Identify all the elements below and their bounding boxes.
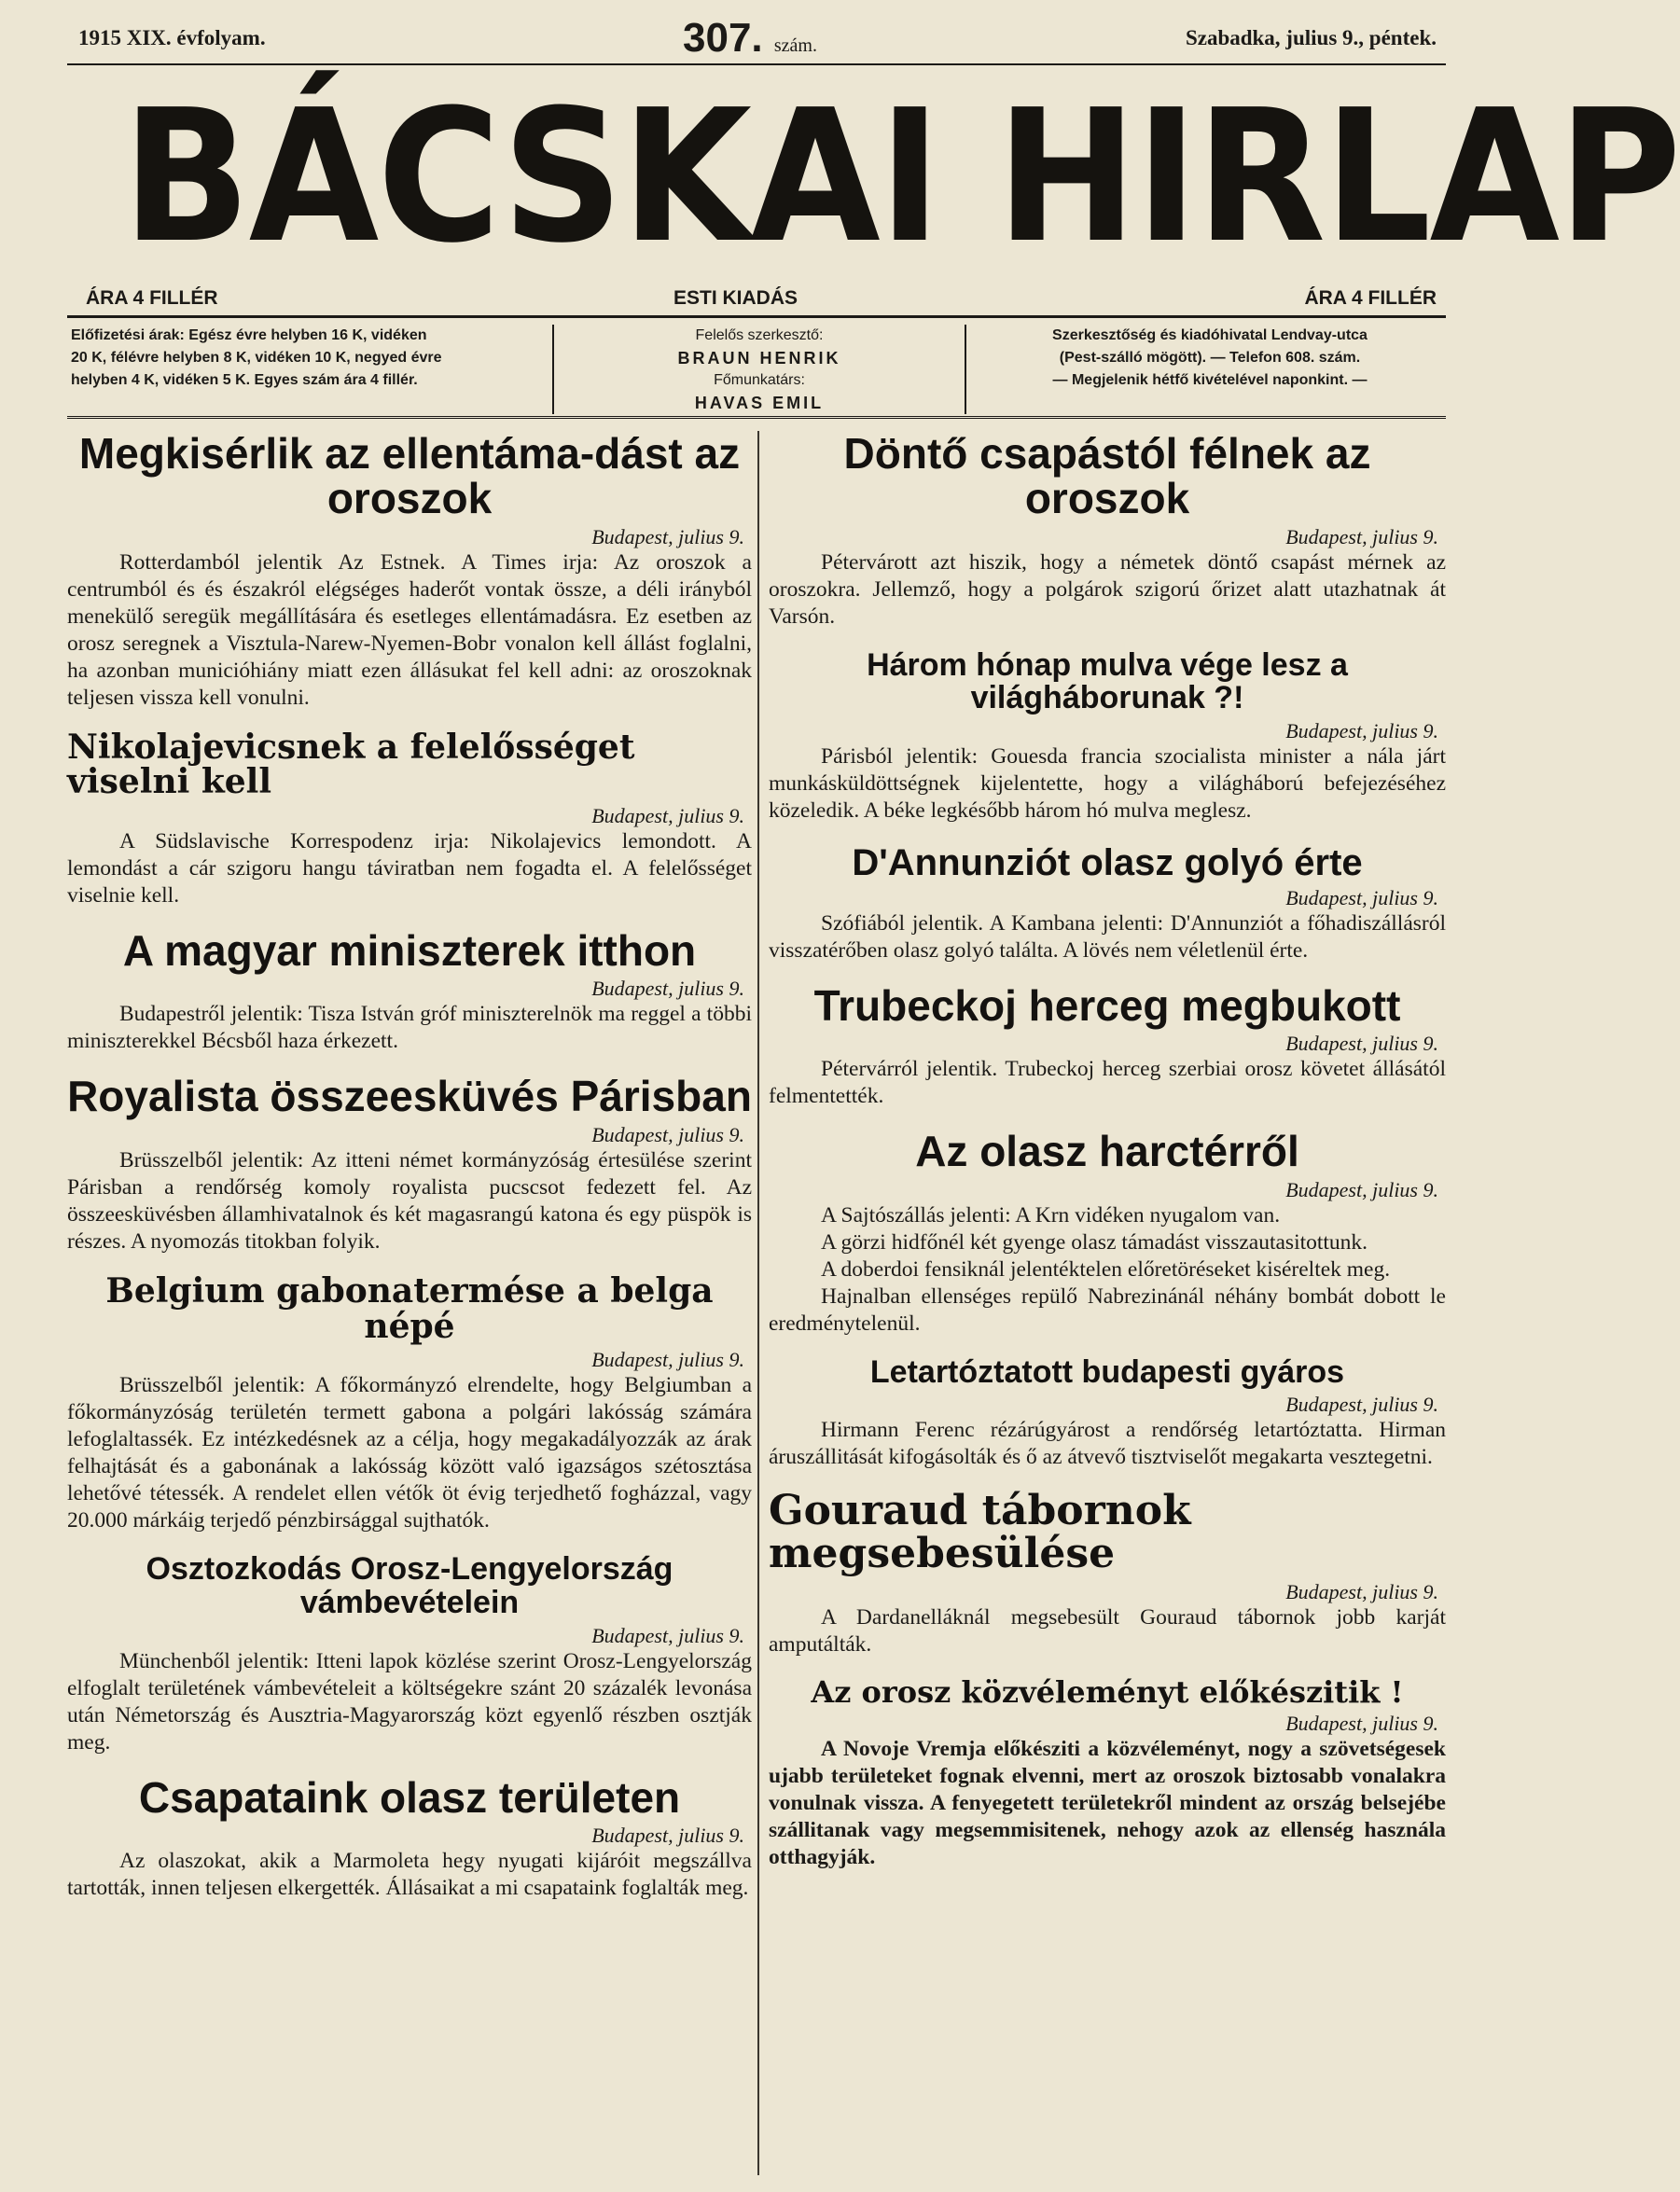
top-line <box>67 15 1446 65</box>
article-dateline: Budapest, julius 9. <box>1285 1579 1438 1603</box>
coworker-name: HAVAS EMIL <box>694 394 825 412</box>
article-dateline: Budapest, julius 9. <box>591 1348 744 1372</box>
article-dateline: Budapest, julius 9. <box>1285 885 1438 909</box>
office-info <box>981 325 1438 392</box>
article <box>67 727 752 910</box>
article-headline: Gouraud tábornok megsebesülése <box>769 1487 1191 1578</box>
editor-name: BRAUN HENRIK <box>677 349 841 368</box>
article-paragraph: A Novoje Vremja előkésziti a közvéleményt, nogy a szövetségesek ujabb területeket fognak elvenni, mert az oroszok biztosabb vonalakra vonulnak vissza. A fenyegetett területekről mindent az ország belsejébe szállitanak vagy megsemmisitenek, nehogy azok az ellenség használa otthagyják. <box>769 1737 1446 1870</box>
article-paragraph: Hajnalban ellenséges repülő Nabrezinánál néhány bombát dobott le eredménytelenül. <box>769 1283 1446 1336</box>
issue-number <box>683 15 817 62</box>
article <box>769 843 1446 964</box>
article-dateline: Budapest, julius 9. <box>1285 1032 1438 1056</box>
article-dateline: Budapest, julius 9. <box>1285 1177 1438 1201</box>
article-headline: Az orosz közvéleményt előkészitik ! <box>811 1673 1404 1710</box>
article-headline: Megkisérlik az ellentáma-dást az oroszok <box>78 429 741 523</box>
info-box <box>67 319 1446 419</box>
article-paragraph: Pétervárott azt hiszik, hogy a németek döntő csapást mérnek az oroszokra. Jellemző, hogy a polgárok szigorú őrizet alatt utazhatnak át Varsón. <box>769 549 1446 629</box>
article-dateline: Budapest, julius 9. <box>591 977 744 1001</box>
office-line: — Megjelenik hétfő kivételével naponkint. — <box>1052 372 1368 388</box>
issue-number-value: 307. <box>683 15 763 61</box>
article-headline: Belgium gabonatermése a belga népé <box>105 1270 714 1346</box>
coworker-label: Főmunkatárs: <box>714 372 805 388</box>
article-dateline: Budapest, julius 9. <box>591 524 744 548</box>
article-headline: Három hónap mulva vége lesz a világháborunak ?! <box>867 646 1348 716</box>
article <box>769 980 1446 1110</box>
right-column <box>769 431 1446 1877</box>
article-headline: Az olasz harctérről <box>915 1127 1299 1176</box>
date-place: Szabadka, julius 9., péntek. <box>1185 26 1437 49</box>
article <box>67 1553 752 1755</box>
edition-label: ESTI KIADÁS <box>673 287 798 309</box>
article-headline: Letartóztatott budapesti gyáros <box>869 1353 1345 1390</box>
article <box>769 431 1446 631</box>
left-column <box>67 431 752 1908</box>
article-headline: D'Annunziót olasz golyó érte <box>852 841 1363 883</box>
article <box>769 1673 1446 1872</box>
article-paragraph: Budapestről jelentik: Tisza István gróf miniszterelnök ma reggel a többi miniszterekkel Bécsből haza érkezett. <box>67 1002 752 1054</box>
article <box>67 1772 752 1902</box>
article-paragraph: A Südslavische Korrespodenz irja: Nikolajevics lemondott. A lemondást a cár szigoru hangu táviratban nem fogadta el. A felelősséget viselnie kell. <box>67 829 752 909</box>
article <box>769 1487 1446 1658</box>
article-paragraph: A görzi hidfőnél két gyenge olasz támadást visszautasitottunk. <box>821 1229 1368 1255</box>
article-paragraph: A doberdoi fensiknál jelentéktelen előretöréseket kiséreltek meg. <box>821 1256 1391 1282</box>
article <box>67 1074 752 1255</box>
article-paragraph: Párisból jelentik: Gouesda francia szocialista minister a nála járt munkásküldöttségnek kijelentette, hogy a világháború befejezéséhez közeledik. A béke legkésőbb három hó mulva meglesz. <box>769 743 1446 823</box>
article <box>67 1270 752 1535</box>
newspaper-title: BÁCSKAI HIRLAP <box>122 71 1680 284</box>
subheader-bar <box>67 285 1446 318</box>
office-line: Szerkesztőség és kiadóhivatal Lendvay-utca <box>1052 327 1368 343</box>
article-paragraph: Pétervárról jelentik. Trubeckoj herceg szerbiai orosz követet állásától felmentették. <box>769 1057 1446 1109</box>
article-paragraph: Rotterdamból jelentik Az Estnek. A Times irja: Az oroszok a centrumból és és északról elégséges haderőt vontak össze, a déli irányból menekülő seregük megállítására és esetleges ellentámadásra. Ez esetben az orosz seregnek a Visztula-Narew-Nyemen-Bobr vonalon kell állást foglalni, ha azonban municióhiány miatt ezen állásukat fel kell adni: az oroszoknak teljesen vissza kell vonulni. <box>67 549 752 710</box>
article-paragraph: Az olaszokat, akik a Marmoleta hegy nyugati kijáróit megszállva tartották, innen teljesen elkergették. Állásaikat a mi csapataink foglalták meg. <box>67 1849 752 1901</box>
article-headline: Nikolajevicsnek a felelősséget viselni kell <box>67 727 635 802</box>
subscription-line: 20 K, félévre helyben 8 K, vidéken 10 K, negyed évre <box>71 350 442 366</box>
office-line: (Pest-szálló mögött). — Telefon 608. szám. <box>1059 350 1361 366</box>
article-headline: Osztozkodás Orosz-Lengyelország vámbevételein <box>146 1551 673 1621</box>
article <box>769 1129 1446 1337</box>
subscription-info <box>71 325 537 392</box>
article-paragraph: Hirmann Ferenc rézárúgyárost a rendőrség letartóztatta. Hirman áruszállitását kifogásolták és ő az átvevő tisztviselőt megakarta vesztegetni. <box>769 1418 1446 1470</box>
subscription-line: helyben 4 K, vidéken 5 K. Egyes szám ára 4 fillér. <box>71 372 418 388</box>
article-dateline: Budapest, julius 9. <box>591 1122 744 1146</box>
column-divider <box>757 431 759 2175</box>
article-dateline: Budapest, julius 9. <box>1285 718 1438 742</box>
article-paragraph: A Dardanelláknál megsebesült Gouraud tábornok jobb karját amputálták. <box>769 1604 1446 1657</box>
price-left: ÁRA 4 FILLÉR <box>86 287 218 309</box>
article-headline: Trubeckoj herceg megbukott <box>813 980 1401 1030</box>
article-paragraph: Brüsszelből jelentik: Az itteni német kormányzóság értesülése szerint Párisban a rendőrség komoly royalista pucscsot fedezett fel. Az összeesküvésben államhivatalnok és két magasrangú katona és egy püspök is részes. A nyomozás titokban folyik. <box>67 1147 752 1254</box>
editor-label: Felelős szerkesztő: <box>695 327 824 343</box>
article-headline: A magyar miniszterek itthon <box>122 926 697 976</box>
masthead <box>67 69 1680 285</box>
article-headline: Royalista összeesküvés Párisban <box>67 1072 752 1121</box>
article-dateline: Budapest, julius 9. <box>591 1824 744 1848</box>
editor-info <box>552 325 966 414</box>
article <box>67 928 752 1055</box>
article-paragraph: Szófiából jelentik. A Kambana jelenti: D'Annunziót a főhadiszállásról visszatérőben olasz golyó találta. A lövés nem véletlenül érte. <box>769 910 1446 963</box>
article-dateline: Budapest, julius 9. <box>591 1623 744 1647</box>
newspaper-page <box>67 15 1680 2166</box>
article-paragraph: A Sajtószállás jelenti: A Krn vidéken nyugalom van. <box>821 1202 1281 1228</box>
volume-label: 1915 XIX. évfolyam. <box>78 26 266 49</box>
article-paragraph: Münchenből jelentik: Itteni lapok közlése szerint Orosz-Lengyelország elfoglalt területének vámbevételeit a költségekre szánt 20 százalék levonása után Németország és Ausztria-Magyarország közt egyenlő részben osztják meg. <box>67 1648 752 1755</box>
article <box>769 1353 1446 1472</box>
article-headline: Csapataink olasz területen <box>138 1772 681 1822</box>
article-dateline: Budapest, julius 9. <box>1285 524 1438 548</box>
article-dateline: Budapest, julius 9. <box>1285 1393 1438 1417</box>
article-dateline: Budapest, julius 9. <box>591 804 744 828</box>
article-dateline: Budapest, julius 9. <box>1285 1712 1438 1736</box>
issue-label: szám. <box>773 35 817 56</box>
article <box>67 431 752 712</box>
article-paragraph: Brüsszelből jelentik: A főkormányzó elrendelte, hogy Belgiumban a főkormányzóság területén termett gabona a polgári lakósság számára lefoglaltassék. Ez intézkedésnek az a célja, hogy megakadályozzák az árak felhajtását és a gabonának a lakósság között való igazságos szétosztása lehetővé tétessék. A rendelet ellen vétők öt évig terjedhető fogházzal, vagy 20.000 márkáig terjedő pénzbirsággal sujthatók. <box>67 1373 752 1533</box>
article <box>769 646 1446 825</box>
price-right: ÁRA 4 FILLÉR <box>1304 287 1437 309</box>
subscription-line: Előfizetési árak: Egész évre helyben 16 K, vidéken <box>71 327 427 343</box>
article-headline: Döntő csapástól félnek az oroszok <box>843 429 1371 523</box>
